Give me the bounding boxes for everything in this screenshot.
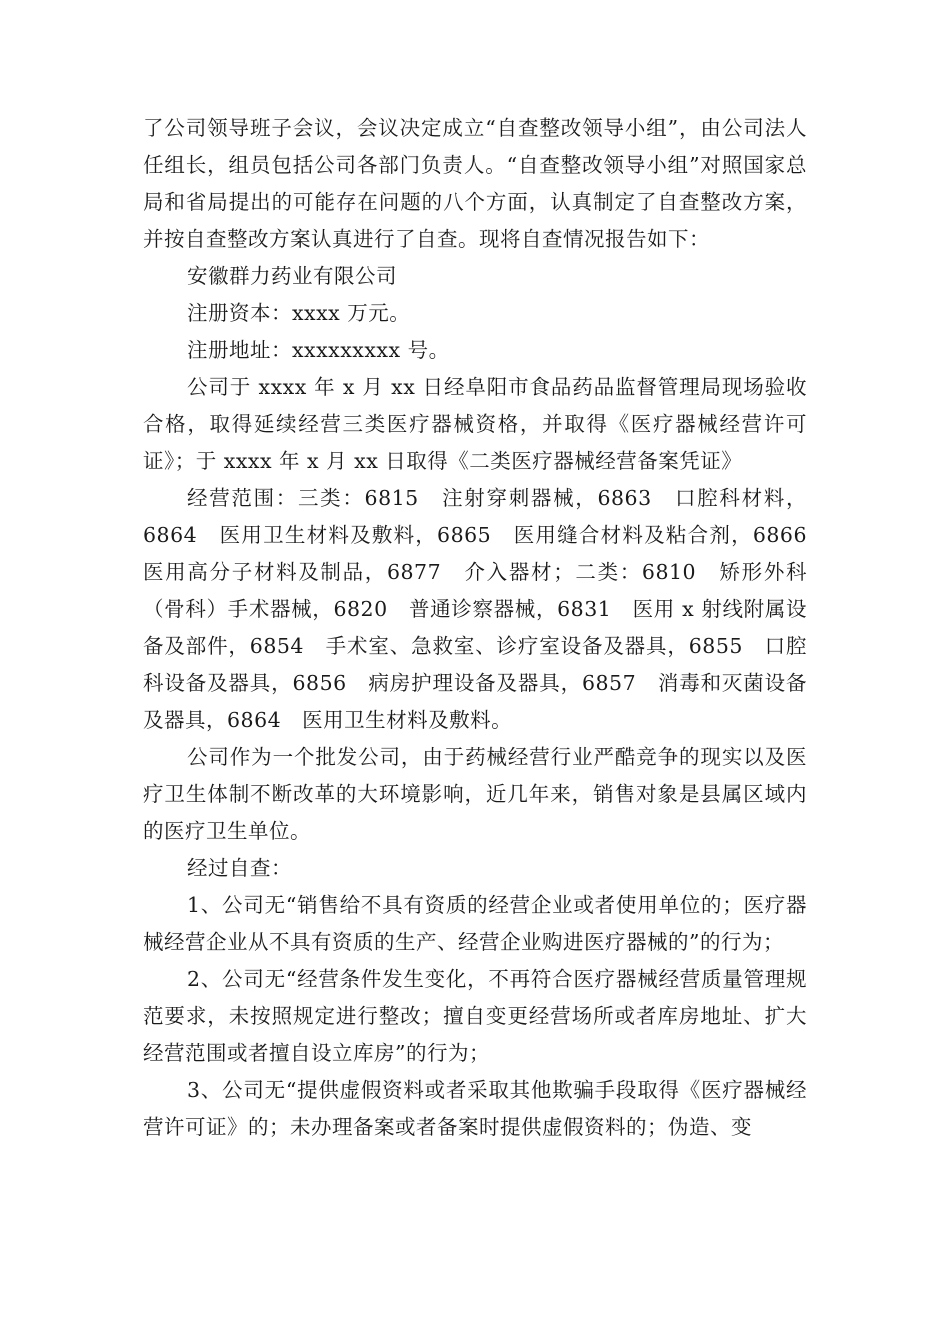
paragraph-intro: 了公司领导班子会议，会议决定成立“自查整改领导小组”，由公司法人任组长，组员包括公司各部门负责人。“自查整改领导小组”对照国家总局和省局提出的可能存在问题的八个方面，认真制定了自查整改方案，并按自查整改方案认真进行了自查。现将自查情况报告如下： [143,116,807,251]
document-body [143,110,828,1146]
paragraph-license-info: 公司于 xxxx 年 x 月 xx 日经阜阳市食品药品监督管理局现场验收合格，取得延续经营三类医疗器械资格，并取得《医疗器械经营许可证》；于 xxxx 年 x 月 xx 日取得《二类医疗器械经营备案凭证》 [143,375,807,473]
paragraph-self-inspection-heading: 经过自查： [187,856,292,880]
paragraph-company-profile: 公司作为一个批发公司，由于药械经营行业严酷竞争的现实以及医疗卫生体制不断改革的大环境影响，近几年来，销售对象是县属区域内的医疗卫生单位。 [143,745,807,843]
paragraph-finding-2: 2、公司无“经营条件发生变化，不再符合医疗器械经营质量管理规范要求，未按照规定进行整改；擅自变更经营场所或者库房地址、扩大经营范围或者擅自设立库房”的行为； [143,967,807,1065]
paragraph-registered-capital: 注册资本：xxxx 万元。 [187,301,411,325]
paragraph-registered-address: 注册地址：xxxxxxxxx 号。 [187,338,450,362]
paragraph-finding-1: 1、公司无“销售给不具有资质的经营企业或者使用单位的；医疗器械经营企业从不具有资质的生产、经营企业购进医疗器械的”的行为； [143,893,807,954]
paragraph-company-name: 安徽群力药业有限公司 [187,264,397,288]
paragraph-finding-3: 3、公司无“提供虚假资料或者采取其他欺骗手段取得《医疗器械经营许可证》的；未办理备案或者备案时提供虚假资料的；伪造、变 [143,1078,807,1139]
paragraph-business-scope: 经营范围：三类：6815 注射穿刺器械，6863 口腔科材料，6864 医用卫生材料及敷料，6865 医用缝合材料及粘合剂，6866 医用高分子材料及制品，6877 介入器材；二类：6810 矫形外科（骨科）手术器械，6820 普通诊察器械，6831 医用 x 射线附属设备及部件，6854 手术室、急救室、诊疗室设备及器具，6855 口腔科设备及器具，6856 病房护理设备及器具，6857 消毒和灭菌设备及器具，6864 医用卫生材料及敷料。 [143,486,828,732]
